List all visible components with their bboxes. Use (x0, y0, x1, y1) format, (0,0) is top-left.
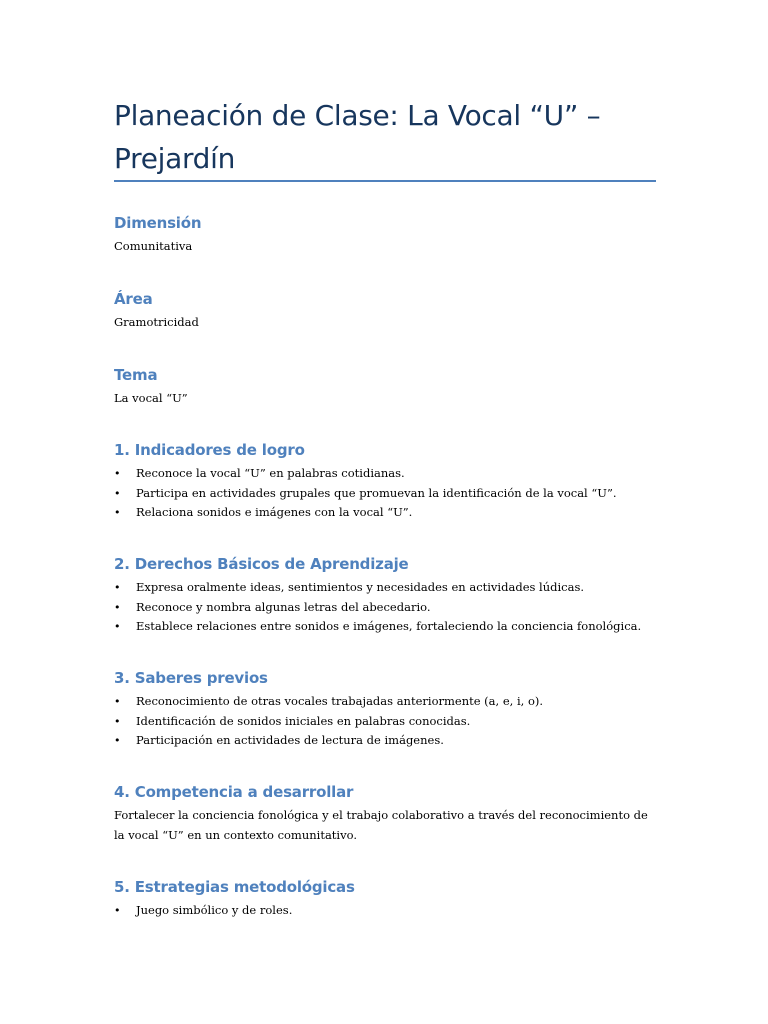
section-text-area: Gramotricidad (114, 315, 199, 329)
list-item (114, 484, 656, 504)
section-tema (114, 365, 656, 408)
list-item-text: Expresa oralmente ideas, sentimientos y necesidades en actividades lúdicas. (136, 580, 585, 594)
list-item-text: Reconoce la vocal “U” en palabras cotidianas. (136, 466, 405, 480)
list-item-text: Reconocimiento de otras vocales trabajadas anteriormente (a, e, i, o). (136, 694, 544, 708)
title-underline (114, 180, 656, 182)
section-heading-indicadores: 1. Indicadores de logro (114, 441, 305, 459)
section-indicadores (114, 440, 656, 523)
bullet-icon: • (114, 467, 121, 480)
section-heading-tema: Tema (114, 366, 158, 384)
list-item-text: Participación en actividades de lectura de imágenes. (136, 733, 444, 747)
list-item (114, 901, 656, 921)
section-estrategias (114, 877, 656, 921)
derechos-list (114, 578, 656, 637)
list-item (114, 578, 656, 598)
list-item-text: Reconoce y nombra algunas letras del abecedario. (136, 599, 431, 614)
section-dimension (114, 213, 656, 256)
section-text-competencia: Fortalecer la conciencia fonológica y el trabajo colaborativo a través del reconocimiento de la vocal “U” en un contexto comunitativo. (114, 808, 648, 842)
bullet-icon: • (114, 620, 121, 633)
bullet-icon: • (114, 904, 121, 917)
bullet-icon: • (114, 581, 121, 594)
list-item (114, 503, 656, 523)
section-heading-competencia: 4. Competencia a desarrollar (114, 783, 354, 801)
list-item (114, 598, 656, 618)
bullet-icon: • (114, 600, 121, 614)
estrategias-list (114, 901, 656, 921)
section-area (114, 289, 656, 332)
list-item (114, 617, 656, 637)
list-item-text: Relaciona sonidos e imágenes con la vocal “U”. (136, 505, 413, 519)
section-text-dimension: Comunitativa (114, 239, 193, 253)
bullet-icon: • (114, 695, 121, 708)
list-item-text: Identificación de sonidos iniciales en palabras conocidas. (136, 713, 471, 728)
section-heading-dimension: Dimensión (114, 214, 202, 232)
list-item (114, 692, 656, 712)
list-item (114, 712, 656, 732)
list-item-text: Establece relaciones entre sonidos e imágenes, fortaleciendo la conciencia fonológica. (136, 619, 642, 633)
list-item-text: Participa en actividades grupales que promuevan la identificación de la vocal “U”. (136, 485, 617, 500)
bullet-icon: • (114, 506, 121, 519)
section-competencia (114, 782, 656, 845)
section-derechos (114, 554, 656, 637)
indicadores-list (114, 464, 656, 523)
bullet-icon: • (114, 714, 121, 728)
list-item (114, 731, 656, 751)
bullet-icon: • (114, 734, 121, 747)
bullet-icon: • (114, 486, 121, 500)
section-text-tema: La vocal “U” (114, 391, 188, 405)
section-heading-derechos: 2. Derechos Básicos de Aprendizaje (114, 555, 409, 573)
section-saberes (114, 668, 656, 751)
section-heading-area: Área (114, 290, 153, 308)
list-item (114, 464, 656, 484)
list-item-text: Juego simbólico y de roles. (136, 903, 293, 917)
section-heading-estrategias: 5. Estrategias metodológicas (114, 878, 355, 896)
saberes-list (114, 692, 656, 751)
document-title: Planeación de Clase: La Vocal “U” – Prejardín (114, 99, 601, 175)
section-heading-saberes: 3. Saberes previos (114, 669, 268, 687)
